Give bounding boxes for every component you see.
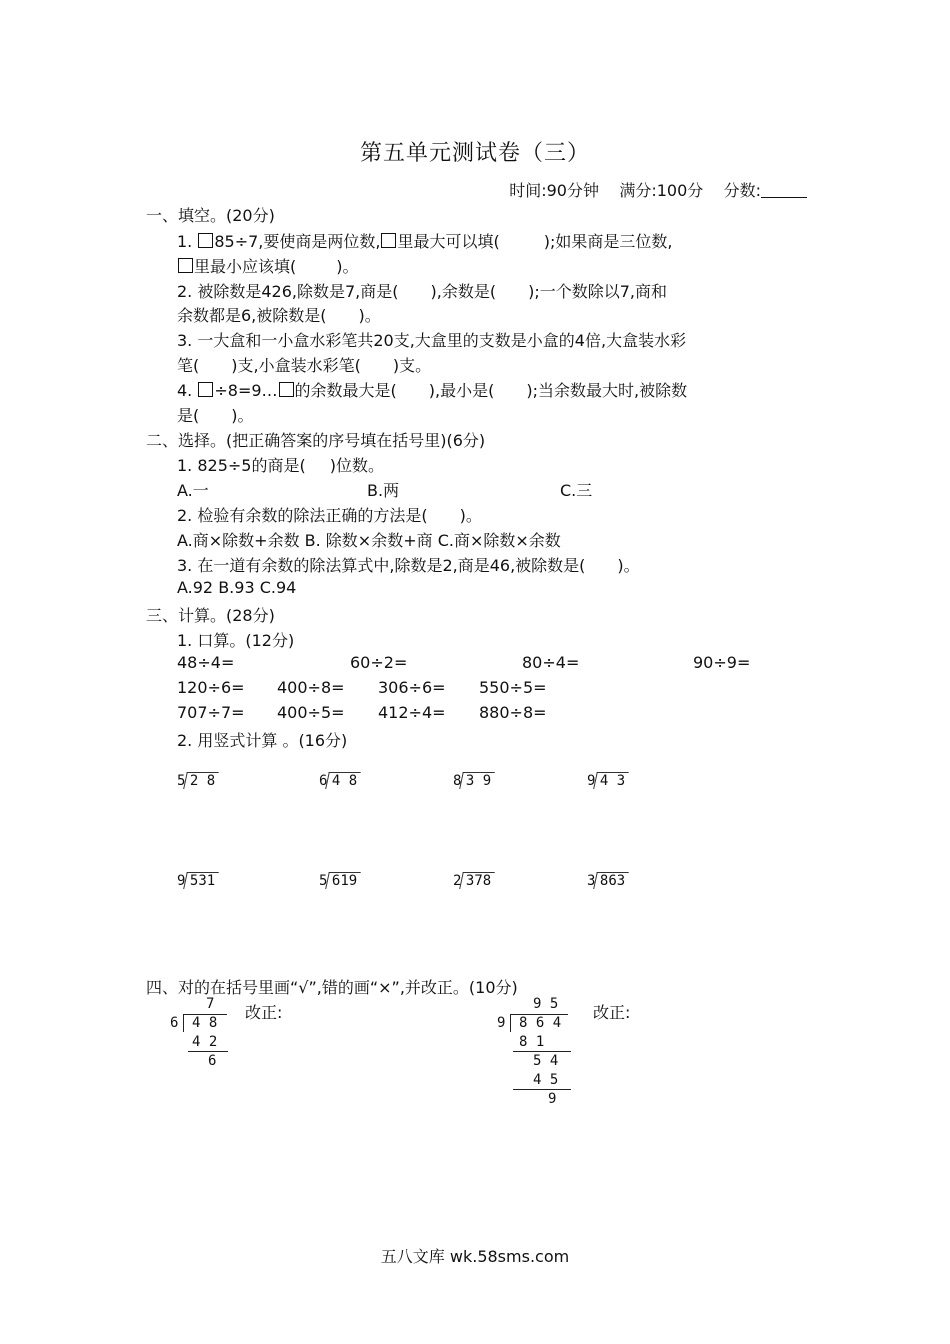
blank-box[interactable] — [198, 382, 213, 397]
s3-sub2: 2. 用竖式计算 。(16分) — [177, 731, 348, 750]
oral-calc: 550÷5= — [479, 678, 547, 697]
oral-calc: 400÷5= — [277, 703, 345, 722]
oral-calc: 120÷6= — [177, 678, 245, 697]
long-division: 5 2 8 — [177, 772, 218, 789]
blank-box[interactable] — [381, 233, 396, 248]
long-division: 9 4 3 — [587, 772, 628, 789]
oral-calc: 412÷4= — [378, 703, 446, 722]
oral-calc: 60÷2= — [350, 653, 408, 672]
s1-q2-line1: 2. 被除数是426,除数是7,商是( ),余数是( );一个数除以7,商和 — [177, 282, 667, 301]
blank-box[interactable] — [178, 258, 193, 273]
oral-calc: 48÷4= — [177, 653, 235, 672]
s1-q4-line1: 4. ÷8=9… 的余数最大是( ),最小是( );当余数最大时,被除数 — [177, 381, 688, 400]
oral-calc: 707÷7= — [177, 703, 245, 722]
section-1-heading: 一、填空。(20分) — [146, 206, 275, 225]
worked-division-2: 9 5 9 8 6 4 8 1 5 4 4 5 9 — [497, 996, 587, 1116]
score-blank[interactable] — [761, 183, 807, 198]
s3-sub1: 1. 口算。(12分) — [177, 631, 295, 650]
blank-box[interactable] — [198, 233, 213, 248]
s2-q2-options: A.商×除数+余数 B. 除数×余数+商 C.商×除数×余数 — [177, 531, 561, 550]
exam-meta — [509, 178, 807, 201]
correction-label: 改正: — [593, 1003, 631, 1022]
footer-watermark: 五八文库 wk.58sms.com — [380, 1247, 570, 1266]
s1-q1-line2: 里最小应该填( )。 — [177, 254, 359, 277]
oral-calc: 306÷6= — [378, 678, 446, 697]
section-2-heading: 二、选择。(把正确答案的序号填在括号里)(6分) — [146, 431, 486, 450]
s2-q3: 3. 在一道有余数的除法算式中,除数是2,商是46,被除数是( )。 — [177, 556, 640, 575]
correction-label: 改正: — [245, 1003, 283, 1022]
long-division: 3 863 — [587, 872, 628, 889]
oral-calc: 90÷9= — [693, 653, 751, 672]
long-division: 5 619 — [319, 872, 360, 889]
page-title: 第五单元测试卷（三） — [359, 141, 590, 166]
s1-q3-line1: 3. 一大盒和一小盒水彩笔共20支,大盒里的支数是小盒的4倍,大盒装水彩 — [177, 331, 687, 350]
s2-q1-option-b: B.两 — [367, 481, 400, 500]
s2-q3-options: A.92 B.93 C.94 — [177, 578, 297, 597]
s2-q1: 1. 825÷5的商是( )位数。 — [177, 456, 384, 475]
s2-q1-option-a: A.一 — [177, 481, 209, 500]
oral-calc: 400÷8= — [277, 678, 345, 697]
s1-q2-line2: 余数都是6,被除数是( )。 — [177, 306, 381, 325]
long-division: 9 531 — [177, 872, 218, 889]
s2-q1-option-c: C.三 — [560, 481, 593, 500]
oral-calc: 80÷4= — [522, 653, 580, 672]
s1-q4-line2: 是( )。 — [177, 406, 254, 425]
long-division: 8 3 9 — [453, 772, 494, 789]
long-division: 2 378 — [453, 872, 494, 889]
s1-q1-line1: 1. 85÷7,要使商是两位数, 里最大可以填( );如果商是三位数, — [177, 232, 673, 251]
section-3-heading: 三、计算。(28分) — [146, 606, 275, 625]
section-4-heading: 四、对的在括号里画“√”,错的画“×”,并改正。(10分) — [146, 978, 518, 997]
long-division: 6 4 8 — [319, 772, 360, 789]
full-score-label: 满分:100分 — [619, 181, 704, 200]
time-label: 时间:90分钟 — [509, 181, 599, 200]
score-label: 分数: — [723, 181, 761, 200]
worked-division-1: 7 6 4 8 4 2 6 — [170, 996, 250, 1076]
oral-calc: 880÷8= — [479, 703, 547, 722]
s2-q2: 2. 检验有余数的除法正确的方法是( )。 — [177, 506, 482, 525]
s1-q3-line2: 笔( )支,小盒装水彩笔( )支。 — [177, 356, 432, 375]
blank-box[interactable] — [279, 382, 294, 397]
